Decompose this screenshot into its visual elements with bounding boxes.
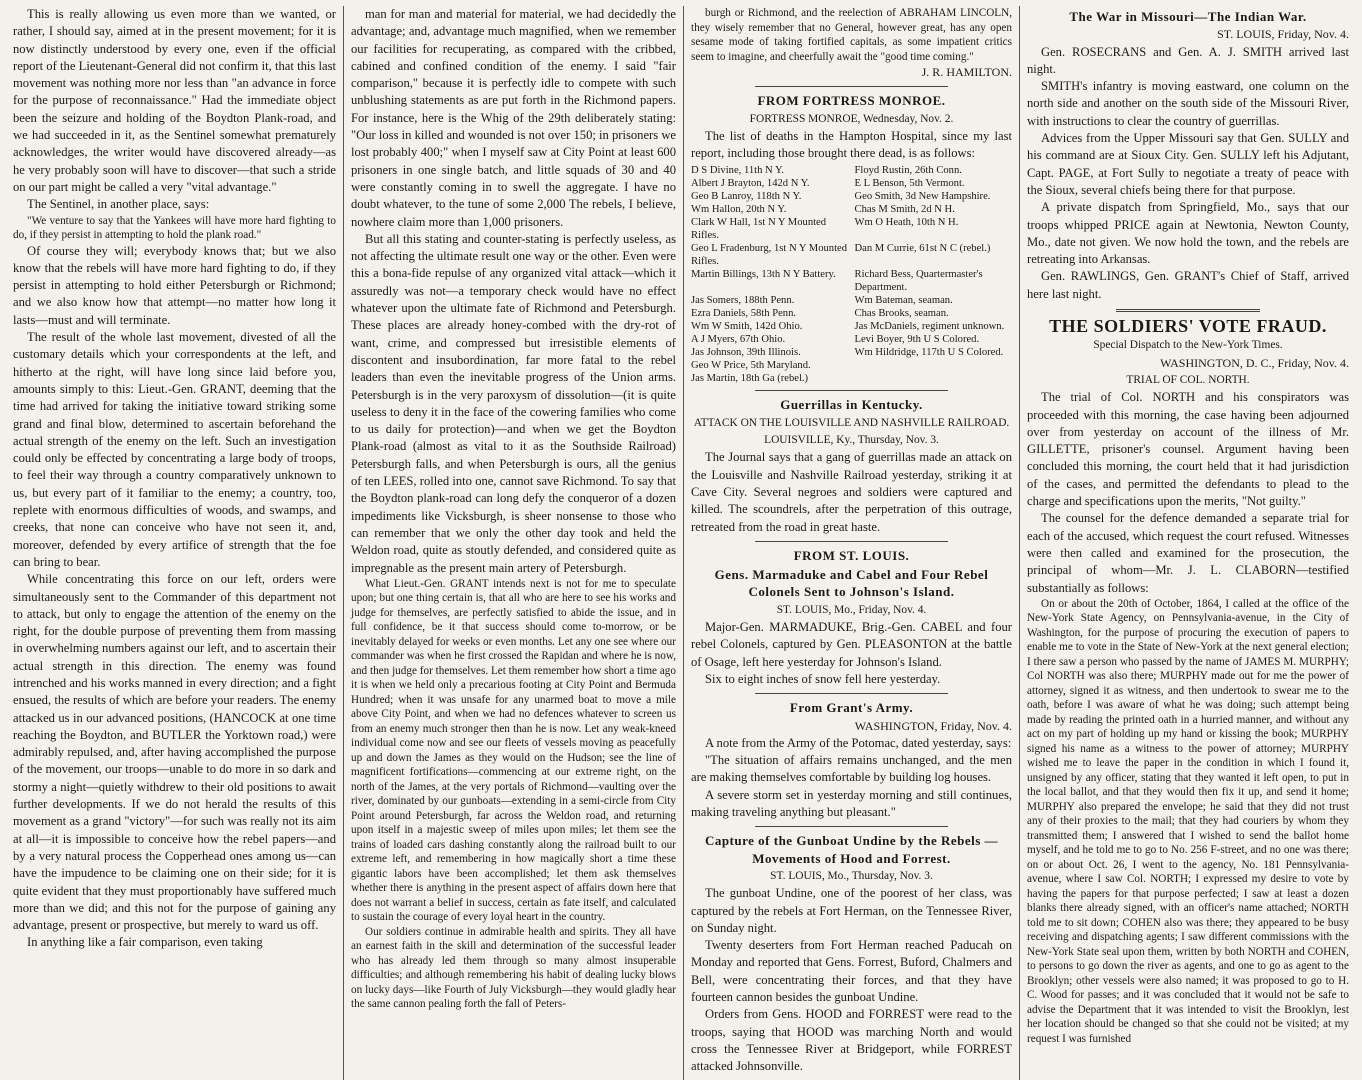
- list-item: Ezra Daniels, 58th Penn.: [691, 308, 797, 320]
- list-item: Jas Somers, 188th Penn.: [691, 295, 795, 307]
- subheadline: Gens. Marmaduke and Cabel and Four Rebel Colonels Sent to Johnson's Island.: [714, 567, 989, 600]
- column-4: [1020, 6, 1356, 1080]
- paragraph: burgh or Richmond, and the reelection of ABRAHAM LINCOLN, they wisely remember that no General, however great, has any open sesame mode of taking fortified capitals, as some impatient critics seem to imagine, and cheerfully await the "good time coming.": [691, 7, 1012, 63]
- paragraph: Orders from Gens. HOOD and FORREST were read to the troops, saying that HOOD was marching North and would cross the Tennessee River at Bridgeport, while FORREST attacked Johnsonville.: [691, 1007, 1012, 1074]
- paragraph: While concentrating this force on our left, orders were simultaneously sent to the Commander of this department not to attack, but only to engage the attention of the enemy on the right, for the double purpose of preventing them from massing in overwhelming numbers against our left, and to ascertain their actual strength in this direction. The enemy was found intrenched and his works manned in every direction; and a fight ensued, the results of which are before your readers. The enemy attacked us in our advanced positions, (HANCOCK at one time reaching the Boydton, and BUTLER the Yorktown road,) were admirably repulsed, and, after having accomplished the purpose of the movement, our troops—unable to do more in so dark and stormy a night—quietly withdrew to their old positions to await further developments. If we do not herald the results of this movement as a grand "victory"—for such was really not its aim at all—it is impossible to conceive how the rebel papers—and by a very natural process the Copperhead ones among us—can have the impudence to be claiming one on their side; for it is quite evident that they must proportionably have suffered much more than we did; and this not for the purpose of gaining any advantage, present or prospective, but merely to ward us off.: [13, 572, 336, 933]
- paragraph: The gunboat Undine, one of the poorest of her class, was captured by the rebels at Fort Herman, on the Tennessee River, on Sunday night.: [691, 886, 1012, 935]
- list-item: Martin Billings, 13th N Y Battery.: [691, 269, 836, 281]
- headline-war-in-missouri: The War in Missouri—The Indian War.: [1069, 9, 1307, 24]
- deaths-list: [691, 164, 1012, 385]
- list-item: Wm O Heath, 10th N H.: [854, 217, 959, 229]
- paragraph: Of course they will; everybody knows that; but we also know that the rebels will have more hard fighting to do, if they persist in attempting to hold either Petersburgh or Richmond; and we also know how that attempt—no matter how long it lasts—must and will terminate.: [13, 243, 336, 327]
- list-item: Dan M Currie, 61st N C (rebel.): [854, 243, 991, 255]
- subheadline: Special Dispatch to the New-York Times.: [1093, 339, 1283, 352]
- dateline: ST. LOUIS, Mo., Friday, Nov. 4.: [776, 603, 927, 616]
- divider: [755, 86, 948, 87]
- headline-grants-army: From Grant's Army.: [789, 700, 914, 716]
- divider: [755, 390, 948, 391]
- paragraph: Major-Gen. MARMADUKE, Brig.-Gen. CABEL and four rebel Colonels, captured by Gen. PLEASONTON at the battle of Osage, left here yesterday for Johnson's Island.: [691, 620, 1012, 669]
- column-2: [344, 6, 684, 1080]
- paragraph: Our soldiers continue in admirable health and spirits. They all have an earnest faith in the skill and determination of the successful leader who has already led them through so many almost insuperable difficulties; and although remembering his habit of dealing lucky blows on lucky days—like Fourth of July Vicksburgh—they would gladly hear the same cannon pealing forth the fall of Peters-: [351, 925, 676, 1011]
- list-item: Wm Bateman, seaman.: [854, 295, 953, 307]
- headline-undine: Capture of the Gunboat Undine by the Rebels —Movements of Hood and Forrest.: [704, 833, 999, 866]
- list-item: Clark W Hall, 1st N Y Mounted Rifles.: [691, 217, 827, 242]
- paragraph: This is really allowing us even more than we wanted, or rather, I should say, aimed at in the present movement; for it is now distinctly understood by every one, even if the official report of the Lieutenant-General did not confirm it, that this last movement was nothing more nor less than "an advance in force for the purpose of reconnaissance." Had the immediate object been the seizure and holding of the Boydton Plank-road, and we had succeeded in it, as the Sentinel somewhat prematurely acknowledges, the writer would have discovered already—as he very probably soon will have to discover—that such a stride on our part might be called a very "vital advantage.": [13, 7, 336, 194]
- list-item: D S Divine, 11th N Y.: [691, 165, 784, 177]
- paragraph: The result of the whole last movement, divested of all the customary details which your correspondents at the left, and hitherto at the right, will have long since laid before you, amounts simply to this: Lieut.-Gen. GRANT, deeming that the time had arrived for taking the initiative toward striking some grand and final blow, determined to ascertain beforehand the actual strength of the enemy on the left. Such an investigation could only be effected by concentrating a large body of troops, to feel their way through a country comparatively unknown to us, but every part of it familiar to the enemy; a country, too, replete with enormous difficulties of woods, and swamps, and creeks, that none can conceive who have not seen it, and, moreover, defended by every artifice of strength that the foe can bring to bear.: [13, 330, 336, 569]
- quotation: A severe storm set in yesterday morning and still continues, making traveling anything but pleasant.": [691, 787, 1012, 820]
- column-3: [684, 6, 1020, 1080]
- subheadline: ATTACK ON THE LOUISVILLE AND NASHVILLE RAILROAD.: [693, 416, 1010, 429]
- dateline: LOUISVILLE, Ky., Thursday, Nov. 3.: [764, 434, 939, 447]
- list-item: Chas Brooks, seaman.: [854, 308, 949, 320]
- paragraph: In anything like a fair comparison, even taking: [27, 935, 263, 950]
- list-item: Geo B Lanroy, 118th N Y.: [691, 191, 802, 203]
- dateline: WASHINGTON, Friday, Nov. 4.: [854, 718, 1012, 733]
- list-item: Geo W Price, 5th Maryland.: [691, 360, 811, 372]
- list-item: Wm Hildridge, 117th U S Colored.: [854, 347, 1004, 359]
- headline-guerrillas-kentucky: Guerrillas in Kentucky.: [780, 397, 923, 413]
- column-1: [6, 6, 344, 1080]
- list-item: Geo Smith, 3d New Hampshire.: [854, 191, 991, 203]
- dateline: WASHINGTON, D. C., Friday, Nov. 4.: [1160, 355, 1349, 370]
- paragraph: The Journal says that a gang of guerrillas made an attack on the Louisville and Nashville Railroad yesterday, striking it at Cave City. Several negroes and soldiers were captured and killed. The scoundrels, after the perpetration of this outrage, retreated from the road in great haste.: [691, 450, 1012, 534]
- divider: [755, 826, 948, 827]
- list-item: Albert J Brayton, 142d N Y.: [691, 178, 810, 190]
- list-item: Levi Boyer, 9th U S Colored.: [854, 334, 980, 346]
- paragraph: Gen. RAWLINGS, Gen. GRANT's Chief of Staff, arrived here last night.: [1027, 269, 1349, 301]
- paragraph: man for man and material for material, we had decidedly the advantage; and, advantage much magnified, when we remember our facilities for recuperating, as compared with the cribbed, cabined and confined condition of the enemy. I said "fair comparison," because it is perfectly idle to compete with such unblushing statements as are put forth in the Richmond papers. For instance, here is the Whig of the 29th deliberately stating: "Our loss in killed and wounded is not over 150; in prisoners we lost probably 400;" when I myself saw at City Point at least 600 prisoners in one single batch, and little squads of 30 and 40 were constantly coming in to swell the aggregate. I have no doubt whatever, to the tune of some 2,000 The rebels, I believe, nowhere claim more than 1,000 prisoners.: [351, 7, 676, 229]
- paragraph: SMITH's infantry is moving eastward, one column on the north side and another on the south side of the Missouri River, with instructions to clear the country of guerrillas.: [1027, 79, 1349, 128]
- dateline: ST. LOUIS, Mo., Thursday, Nov. 3.: [770, 869, 933, 882]
- paragraph: On or about the 20th of October, 1864, I called at the office of the New-York State Agency, on Pennsylvania-avenue, in the City of Washington, for the purpose of procuring the execution of papers to enable me to vote in the State of New-York at the next general election; I there saw a person who passed by the name of JAMES M. MURPHY; Col NORTH was also there; MURPHY made out for me the power of attorney, signed it as witness, and then undertook to swear me to the oath, before I was aware of what he was doing; such attempt being made by reading the printed oath in a hurried manner, and without any act on my part of holding up my hand or kissing the book; MURPHY signed his name as a witness to the power of attorney; MURPHY wished me to leave the paper in the condition in which I found it, unsigned by any officer, stating that they wanted it left open, to put in the local ballot, and that they would then fix it up, and send it home; MURPHY also prepared the envelope; he said that they did not trust any of their proxies to the mail; that they had couriers by whom they transmitted them; I answered that I wished to send the ballot home myself, and he told me to go to No. 256 F-street, and no one was there; on or about Oct. 26, I went to the agency, No. 181 Pennsylvania-avenue, where I saw Col. NORTH; I expressed my desire to vote by having the papers for that purpose perfected; I saw at least a dozen blanks there already signed, with an officer's name attached; NORTH told me to sit down; COHEN also was there; they appeared to be busy receiving and dispatching agents; I saw different commissions with the New-York State seal upon them, written by both NORTH and COHEN, to persons to go down the river as agents, and one to go as agent to the Brooklyn; other vessels were also named; it was proposed to go to H. C. Wood for passes; and it was concluded that it would not be safe to advise the Department that it was intended to visit the Brooklyn, lest her location should be changed so that she could not be visited; at my request I was furnished: [1027, 597, 1349, 1045]
- paragraph: The trial of Col. NORTH and his conspirators was proceeded with this morning, the case having been adjourned over from yesterday on account of the illness of Mr. GILLETTE, prisoner's counsel. Argument having been concluded this morning, the court held that it had jurisdiction of the cases, and permitted the defendants to plead to the charge and specifications upon the merits, "Not guilty.": [1027, 390, 1349, 509]
- list-item: [855, 372, 1013, 385]
- headline-soldiers-vote-fraud: THE SOLDIERS' VOTE FRAUD.: [1049, 316, 1327, 337]
- list-item: Floyd Rustin, 26th Conn.: [854, 165, 962, 177]
- paragraph: The counsel for the defence demanded a separate trial for each of the accused, which request the court refused. Witnesses were then called and examined for the prosecution, the principal of whom—Mr. J. L. CLABORN—testified substantially as follows:: [1027, 511, 1349, 595]
- dateline: ST. LOUIS, Friday, Nov. 4.: [1217, 27, 1349, 42]
- list-item: Jas Martin, 18th Ga (rebel.): [691, 373, 809, 385]
- paragraph: But all this stating and counter-stating is perfectly useless, as not affecting the ultimate result one way or the other. Even were this a bona-fide repulse of any organized vital attack—which it assuredly was not—a temporary check would have no effect whatever upon the ultimate fate of Richmond and Petersburgh. These places are already honey-combed with the dry-rot of want, crime, and compressed but irresistible elements of discontent and insubordination, far more fatal to the rebel leaders than even the inevitable progress of the Union arms. Petersburgh is in the very paroxysm of dissolution—(it is quite useless to deny it in the face of the cowering families who come to us daily for protection)—and when we get the Boydton Plank-road (almost as vital to it as the Southside Railroad) Petersburgh falls, and when Petersburgh is ours, all the genius of ten LEES, rolled into one, cannot save Richmond. To say that the Boydton plank-road can long defy the conqueror of a dozen impediments like Vicksburgh, is sheer nonsense to those who can remember that we only the other day took and held the Weldon road, quite as stoutly defended, and considered quite as impregnable as the present main artery of Petersburgh.: [351, 231, 676, 575]
- headline-st-louis: FROM ST. LOUIS.: [793, 547, 910, 563]
- list-item: Richard Bess, Quartermaster's Department.: [854, 269, 983, 294]
- list-item: Wm W Smith, 142d Ohio.: [691, 321, 803, 333]
- quotation: "The situation of affairs remains unchanged, and the men are making themselves comfortable by building log houses.: [691, 753, 1012, 785]
- section-title: TRIAL OF COL. NORTH.: [1126, 373, 1250, 386]
- paragraph: The Sentinel, in another place, says:: [27, 197, 210, 212]
- list-item: Chas M Smith, 2d N H.: [854, 204, 955, 216]
- divider: [755, 693, 948, 694]
- list-item: Jas McDaniels, regiment unknown.: [854, 321, 1005, 333]
- paragraph: Gen. ROSECRANS and Gen. A. J. SMITH arrived last night.: [1027, 44, 1349, 76]
- paragraph: Advices from the Upper Missouri say that Gen. SULLY and his command are at Sioux City. Gen. SULLY left his Adjutant, Capt. PAGE, at Fort Sully to negotiate a treaty of peace with the Sioux, several chiefs being there for that purpose.: [1027, 131, 1349, 197]
- signature: J. R. HAMILTON.: [921, 65, 1012, 79]
- headline-fortress-monroe: FROM FORTRESS MONROE.: [757, 93, 946, 109]
- dateline: FORTRESS MONROE, Wednesday, Nov. 2.: [749, 112, 954, 125]
- paragraph: Twenty deserters from Fort Herman reached Paducah on Monday and reported that Gens. Forrest, Buford, Chalmers and Bell, were concentrating their forces, and that they have fourteen cannon besides the gunboat Undine.: [691, 938, 1012, 1004]
- list-item: E L Benson, 5th Vermont.: [854, 178, 965, 190]
- paragraph: A private dispatch from Springfield, Mo., says that our troops whipped PRICE again at Newtonia, Newton County, Mo., date not given. We now hold the town, and the rebels are retreating into Arkansas.: [1027, 200, 1349, 267]
- divider: [1116, 309, 1261, 312]
- list-item: Jas Johnson, 39th Illinois.: [691, 347, 801, 359]
- list-item: Wm Hallon, 20th N Y.: [691, 204, 787, 216]
- quotation: "We venture to say that the Yankees will have more hard fighting to do, if they persist in attempting to hold the plank road.": [13, 214, 336, 242]
- list-item: Geo L Fradenburg, 1st N Y Mounted Rifles.: [691, 243, 848, 268]
- list-item: [855, 359, 1013, 372]
- paragraph: Six to eight inches of snow fell here yesterday.: [705, 671, 941, 686]
- paragraph: What Lieut.-Gen. GRANT intends next is not for me to speculate upon; but one thing certain is, that all who are here to see his works and judge for themselves, are perfectly satisfied to abide the issue, and in full confidence, be it that success should come to-morrow, or be inevitably delayed for weeks or even months. Let any one see where our commander was when he first crossed the Rapidan and where he is now, and then judge for themselves. Let them remember how short a time ago it is when we held only a precarious footing at City Point and Bermuda Hundred; when it was unsafe for any unarmed boat to move a mile above City Point, and when we had no defences whatever to screen us from an enemy much stronger then than he is now. Let any weak-kneed individual come now and see our fleets of vessels moving as peacefully up and down the James as they would on the Hudson; see the line of magnificent fortifications—commencing at our extreme right, on the north of the James, at the very portals of Richmond—vaulting over the river, dominated by our gunboats—extending in a semi-circle from City Point around Petersburgh, far across the Weldon road, and returning upon itself in a majestic sweep of miles upon miles; let them see the trains of loaded cars dashing constantly along the railroad built to our extreme left, and remembering in how magically short a time these gigantic labors have been accomplished; let them ask themselves whether there is anything in the present aspect of affairs down here that does not warrant a belief in success, certain as fate itself, and calculated to sustain the courage of every loyal heart in the country.: [351, 577, 676, 924]
- list-item: A J Myers, 67th Ohio.: [691, 334, 786, 346]
- divider: [755, 541, 948, 542]
- paragraph: The list of deaths in the Hampton Hospital, since my last report, including those brought there dead, is as follows:: [691, 128, 1012, 161]
- paragraph: A note from the Army of the Potomac, dated yesterday, says:: [705, 735, 1012, 750]
